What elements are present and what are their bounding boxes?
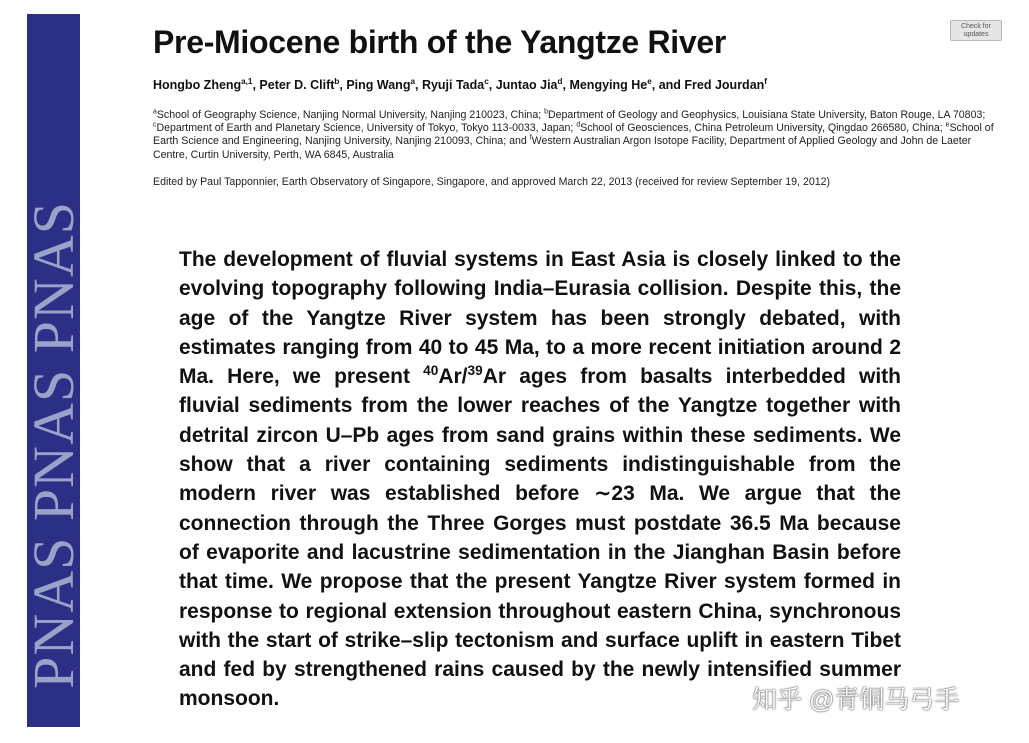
author: Mengying He$^e$, and: [569, 76, 685, 92]
author-list: [153, 78, 767, 92]
badge-line-1: Check for: [961, 23, 991, 30]
author: Ryuji Tada$^c$,: [421, 76, 496, 92]
article-title: Pre-Miocene birth of the Yangtze River: [153, 24, 727, 60]
editor-note: Edited by Paul Tapponnier, Earth Observatory of Singapore, Singapore, and approved March 22, 2013 (received for review September 19, 2012): [153, 176, 831, 188]
abstract: The development of fluvial systems in East Asia is closely linked to the evolving topography following India–Eurasia collision. Despite this, the age of the Yangtze River system has been strongly debated, with estimates ranging from 40 to 45 Ma, to a more recent initiation around 2 Ma. Here, we present $^{40}$Ar/$^{39}$Ar ages from basalts interbedded with fluvial sediments from the lower reaches of the Yangtze together with detrital zircon U–Pb ages from sand grains within these sediments. We show that a river containing sediments indistinguishable from the modern river was established before ∼23 Ma. We argue that the connection through the Three Gorges must postdate 36.5 Ma because of evaporite and lacustrine sedimentation in the Jianghan Basin before that time. We propose that the present Yangtze River system formed in response to regional extension throughout eastern China, synchronous with the start of strike–slip tectonism and surface uplift in eastern Tibet and fed by strengthened rains caused by the newly intensified summer monsoon.: [179, 248, 901, 711]
journal-spine-text: PNAS PNAS PNAS: [21, 201, 86, 689]
author: Hongbo Zheng$^{a,1}$,: [153, 76, 260, 92]
affiliations: $^a$School of Geography Science, Nanjing Normal University, Nanjing 210023, China; $^b$Department of Geology and Geophysics, Louisiana State University, Baton Rouge, LA 70803; $^c$Department of Earth and Planetary Science, University of Tokyo, Tokyo 113-0033, Japan; $^d$School of Geosciences, China Petroleum University, Qingdao 266580, China; $^e$School of Earth Science and Engineering, Nanjing University, Nanjing 210093, China; and $^f$Western Australian Argon Isotope Facility, Department of Applied Geology and John de Laeter Centre, Curtin University, Perth, WA 6845, Australia: [153, 108, 994, 161]
journal-spine: [21, 14, 86, 727]
watermark: 知乎 @青铜马弓手: [752, 686, 960, 714]
check-for-updates-badge[interactable]: [950, 20, 1002, 41]
author: Juntao Jia$^d$,: [495, 76, 570, 92]
author: Ping Wang$^a$,: [346, 76, 422, 92]
author: Peter D. Clift$^b$,: [259, 76, 347, 92]
badge-line-2: updates: [963, 30, 989, 38]
author: Fred Jourdan$^f$: [684, 76, 767, 92]
